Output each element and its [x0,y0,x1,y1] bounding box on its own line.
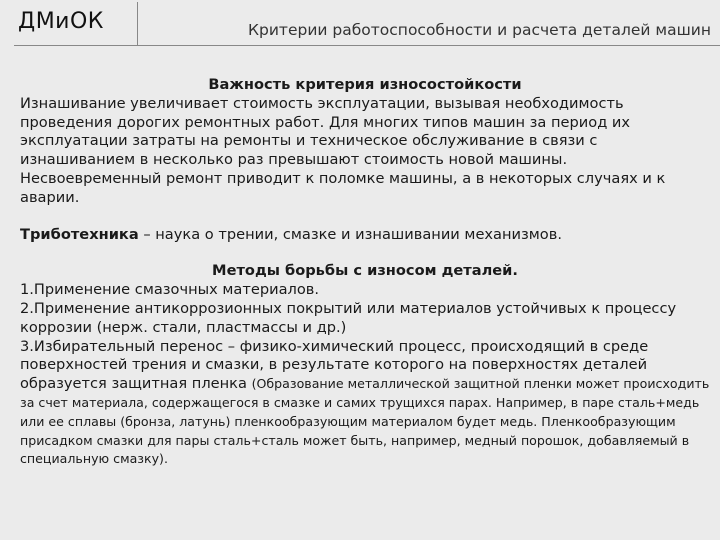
spacer [20,208,710,226]
logo: ДМиОК [18,9,104,34]
definition-term: Триботехника [20,225,139,243]
wear-importance-paragraph: Изнашивание увеличивает стоимость эксплуатации, вызывая необходимость проведения дорогих ремонтных работ. Для многих типов машин за период их эксплуатации затраты на ремонты и техническое обслуживание в связи с изнашиванием в несколько раз превышают стоимость новой машины. Несвоевременный ремонт приводит к поломке машины, а в некоторых случаях и к аварии. [20,94,666,206]
list-item [20,338,710,470]
section-heading-wear-methods: Методы борьбы с износом деталей. [212,262,518,280]
definition-text: – наука о трении, смазке и изнашивании механизмов. [138,225,562,243]
list-item-main-text: 3.Избирательный перенос – физико-химический процесс, происходящий в среде поверхностей трения и смазки, в результате которого на поверхностях деталей образуется защитная пленка [20,337,649,393]
tribotechnics-definition [20,226,710,245]
list-item: 2.Применение антикоррозионных покрытий или материалов устойчивых к процессу коррозии (нерж. стали, пластмассы и др.) [20,299,677,336]
slide-content [20,76,710,469]
course-title: Критерии работоспособности и расчета деталей машин [248,21,711,39]
section-heading-wear-resistance: Важность критерия износостойкости [208,76,522,93]
header-divider [138,45,720,46]
list-item-note: (Образование металлической защитной пленки может происходить за счет материала, содержащегося в смазке и самих трущихся парах. Например, в паре сталь+медь или ее сплавы (бронза, латунь) пленкообразующим материалом будет медь. Пленкообразующим присадком смазки для пары сталь+сталь может быть, например, медный порошок, добавляемый в специальную смазку). [20,376,710,467]
spacer [20,244,710,262]
list-item: 1.Применение смазочных материалов. [20,281,320,299]
